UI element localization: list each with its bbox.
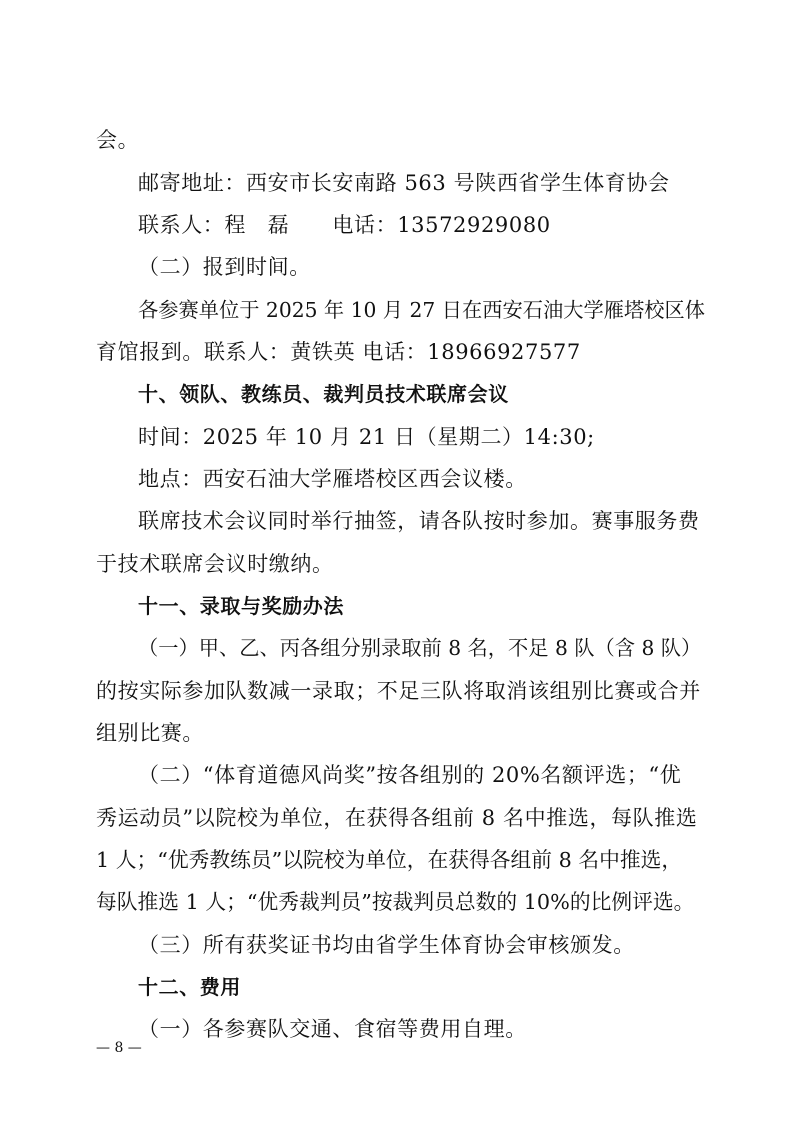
section-heading: 十二、费用: [138, 975, 241, 999]
text-line: 于技术联席会议时缴纳。: [96, 552, 334, 576]
text-line: 组别比赛。: [96, 721, 204, 745]
text-line: （一）各参赛队交通、食宿等费用自理。: [138, 1017, 527, 1041]
section-heading: 十一、录取与奖励办法: [138, 594, 344, 618]
text-line: 联系人：程 磊 电话：13572929080: [138, 213, 551, 237]
text-line: 育馆报到。联系人：黄铁英 电话：18966927577: [96, 340, 581, 364]
text-line: 每队推选 1 人；“优秀裁判员”按裁判员总数的 10%的比例评选。: [96, 890, 695, 914]
text-line: （三）所有获奖证书均由省学生体育协会审核颁发。: [138, 933, 635, 957]
text-line: 地点：西安石油大学雁塔校区西会议楼。: [138, 467, 527, 491]
text-line: （二）报到时间。: [138, 255, 311, 279]
text-line: 联席技术会议同时举行抽签，请各队按时参加。赛事服务费: [138, 509, 700, 533]
text-line: 秀运动员”以院校为单位，在获得各组前 8 名中推选，每队推选: [96, 806, 698, 830]
text-line: 邮寄地址：西安市长安南路 563 号陕西省学生体育协会: [138, 171, 670, 195]
text-line: 的按实际参加队数减一录取；不足三队将取消该组别比赛或合并: [96, 679, 701, 703]
text-line: （一）甲、乙、丙各组分别录取前 8 名，不足 8 队（含 8 队）: [138, 636, 702, 660]
text-line: 会。: [96, 128, 140, 152]
text-line: （二）“体育道德风尚奖”按各组别的 20%名额评选；“优: [138, 763, 682, 787]
section-heading: 十、领队、教练员、裁判员技术联席会议: [138, 382, 509, 406]
page-number: — 8 —: [96, 1040, 142, 1056]
text-line: 时间：2025 年 10 月 21 日（星期二）14:30;: [138, 425, 595, 449]
text-line: 1 人；“优秀教练员”以院校为单位，在获得各组前 8 名中推选，: [96, 848, 683, 872]
text-line: 各参赛单位于 2025 年 10 月 27 日在西安石油大学雁塔校区体: [138, 298, 705, 322]
